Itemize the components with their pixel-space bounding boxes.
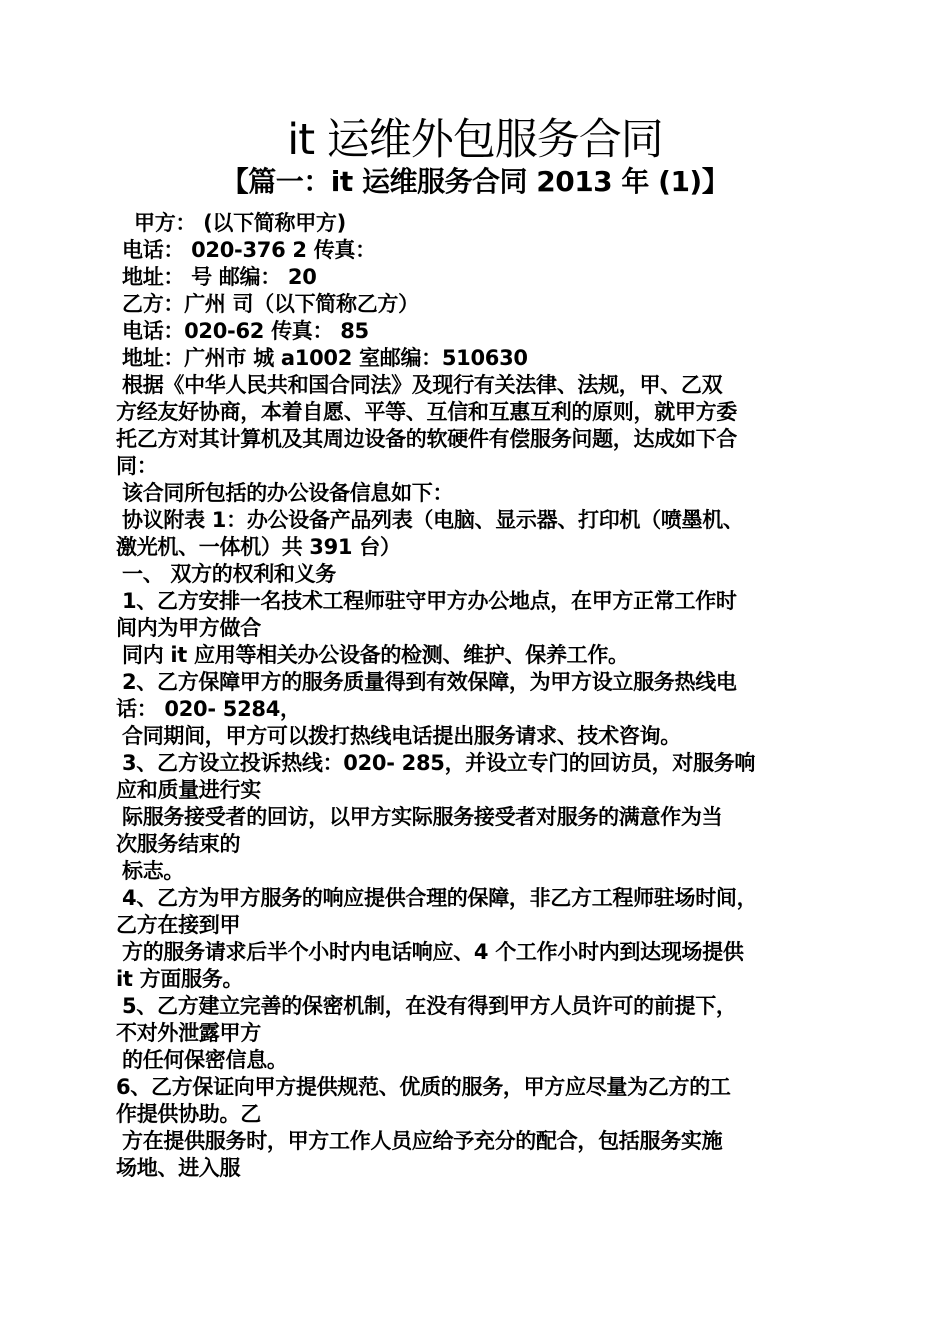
text-line: 乙方：广州 司（以下简称乙方） (122, 292, 419, 316)
document-title: it 运维外包服务合同 (287, 115, 663, 165)
text-line: 的任何保密信息。 (122, 1048, 288, 1072)
text-line: 该合同所包括的办公设备信息如下： (122, 481, 454, 505)
text-line: 激光机、一体机）共 391 台） (116, 535, 401, 559)
text-line: 甲方： (以下简称甲方) (134, 211, 346, 235)
text-line: 5、乙方建立完善的保密机制，在没有得到甲方人员许可的前提下， (122, 994, 737, 1018)
text-line: 3、乙方设立投诉热线：020- 285，并设立专门的回访员，对服务响 (122, 751, 756, 775)
text-line: 合同期间，甲方可以拨打热线电话提出服务请求、技术咨询。 (122, 724, 681, 748)
text-line: 地址： 号 邮编： 20 (122, 265, 317, 289)
text-line: 6、乙方保证向甲方提供规范、优质的服务，甲方应尽量为乙方的工 (116, 1075, 731, 1099)
text-line: 不对外泄露甲方 (116, 1021, 261, 1045)
text-line: 2、乙方保障甲方的服务质量得到有效保障，为甲方设立服务热线电 (122, 670, 737, 694)
document-body (116, 210, 846, 1182)
document-subtitle: 【篇一：it 运维服务合同 2013 年 (1)】 (220, 165, 730, 198)
text-line: 协议附表 1：办公设备产品列表（电脑、显示器、打印机（喷墨机、 (122, 508, 744, 532)
text-line: 1、乙方安排一名技术工程师驻守甲方办公地点，在甲方正常工作时 (122, 589, 737, 613)
text-line: 方经友好协商，本着自愿、平等、互信和互惠互利的原则，就甲方委 (116, 400, 737, 424)
text-line: 托乙方对其计算机及其周边设备的软硬件有偿服务问题，达成如下合 (116, 427, 737, 451)
text-line: 4、乙方为甲方服务的响应提供合理的保障，非乙方工程师驻场时间， (122, 886, 758, 910)
text-line: 作提供协助。乙 (116, 1102, 261, 1126)
text-line: 场地、进入服 (116, 1156, 241, 1180)
text-line: 方在提供服务时，甲方工作人员应给予充分的配合，包括服务实施 (122, 1129, 723, 1153)
text-line: 标志。 (122, 859, 185, 883)
text-line: 地址：广州市 城 a1002 室邮编：510630 (122, 346, 528, 370)
text-line: 话： 020- 5284， (116, 697, 301, 721)
text-line: 一、 双方的权利和义务 (122, 562, 337, 586)
text-line: 方的服务请求后半个小时内电话响应、4 个工作小时内到达现场提供 (122, 940, 744, 964)
text-line: it 方面服务。 (116, 967, 244, 991)
text-line: 根据《中华人民共和国合同法》及现行有关法律、法规，甲、乙双 (122, 373, 723, 397)
text-line: 电话： 020-376 2 传真： (122, 238, 376, 262)
text-line: 电话：020-62 传真： 85 (122, 319, 369, 343)
text-line: 同内 it 应用等相关办公设备的检测、维护、保养工作。 (122, 643, 629, 667)
text-line: 应和质量进行实 (116, 778, 261, 802)
text-line: 次服务结束的 (116, 832, 241, 856)
text-line: 同： (116, 454, 158, 478)
text-line: 际服务接受者的回访，以甲方实际服务接受者对服务的满意作为当 (122, 805, 723, 829)
text-line: 间内为甲方做合 (116, 616, 261, 640)
text-line: 乙方在接到甲 (116, 913, 241, 937)
